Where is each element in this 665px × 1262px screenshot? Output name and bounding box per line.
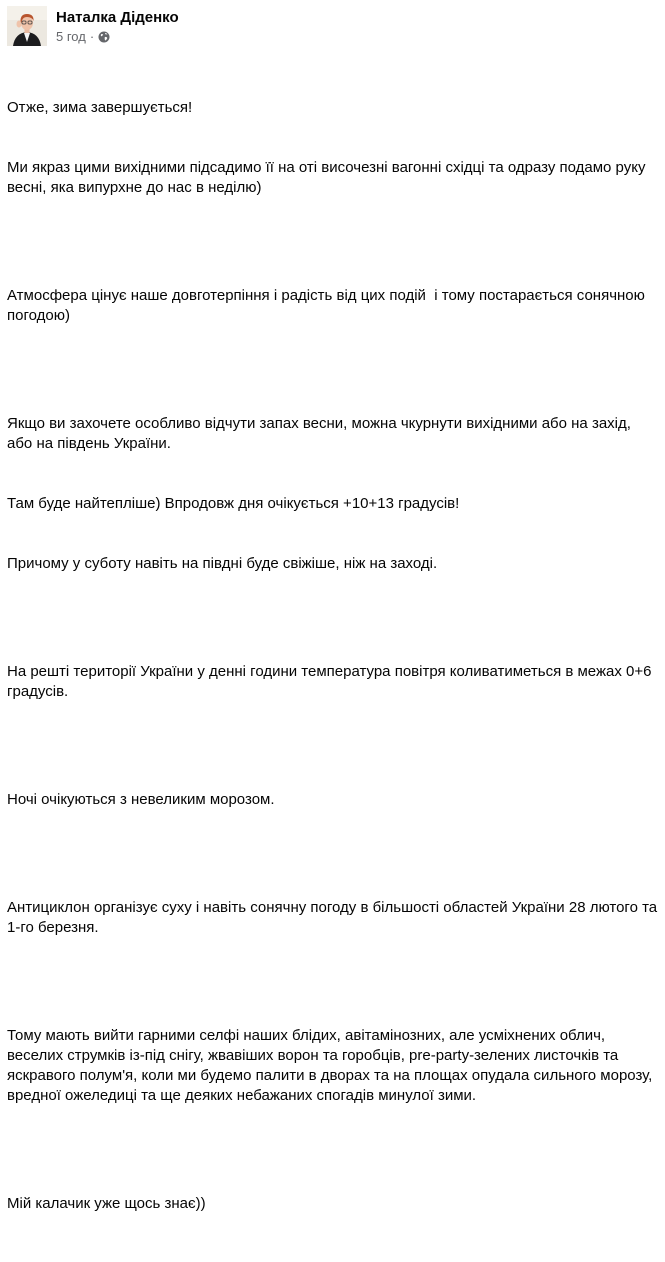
- text-line: Ночі очікуються з невеликим морозом.: [7, 791, 275, 808]
- paragraph: [7, 246, 659, 366]
- author-avatar[interactable]: [7, 6, 47, 46]
- text-line: Там буде найтепліше) Впродовж дня очікується +10+13 градусів!: [7, 495, 460, 512]
- text-line: Атмосфера цінує наше довготерпіння і радість від цих подій і тому постарається сонячною погодою): [7, 287, 650, 324]
- paragraph: [7, 750, 659, 850]
- author-name[interactable]: Наталка Діденко: [56, 8, 179, 26]
- paragraph: [7, 58, 659, 238]
- profile-photo-icon: [7, 6, 47, 46]
- globe-icon[interactable]: [98, 30, 110, 42]
- post-body: [7, 58, 662, 1262]
- text-line: Причому у суботу навіть на півдні буде свіжіше, ніж на заході.: [7, 555, 438, 572]
- paragraph: [7, 622, 659, 742]
- post-header: [7, 6, 179, 46]
- text-line: Ми якраз цими вихідними підсадимо її на оті височезні вагонні східці та одразу подамо руку весні, яка випурхне до нас в неділю): [7, 159, 650, 196]
- text-line: Тому мають вийти гарними селфі наших блідих, авітамінозних, але усміхнених облич, веселих струмків із-під снігу, жвавіших ворон та горобців, pre-party-зелених листочків та яскравого полум'я, коли ми будемо палити в дворах та на площах опудала сильного морозу, вредної ожеледиці та ще деяких небажаних спогадів минулої зими.: [7, 1027, 657, 1104]
- text-line: На решті території України у денні години температура повітря коливатиметься в межах 0+6 градусів.: [7, 663, 656, 700]
- text-line: Отже, зима завершується!: [7, 99, 193, 116]
- meta-separator: ·: [89, 28, 95, 44]
- paragraph: [7, 374, 659, 614]
- post-timestamp[interactable]: 5 год: [56, 28, 86, 44]
- text-line: Якщо ви захочете особливо відчути запах весни, можна чкурнути вихідними або на захід, або на південь України.: [7, 415, 636, 452]
- text-line: Мій калачик уже щось знає)): [7, 1195, 206, 1212]
- paragraph: [7, 1154, 659, 1254]
- paragraph: [7, 858, 662, 978]
- post-meta: [56, 28, 179, 45]
- paragraph: [7, 986, 659, 1146]
- text-line: Антициклон організує суху і навіть сонячну погоду в більшості областей України 28 лютого та 1-го березня.: [7, 899, 662, 936]
